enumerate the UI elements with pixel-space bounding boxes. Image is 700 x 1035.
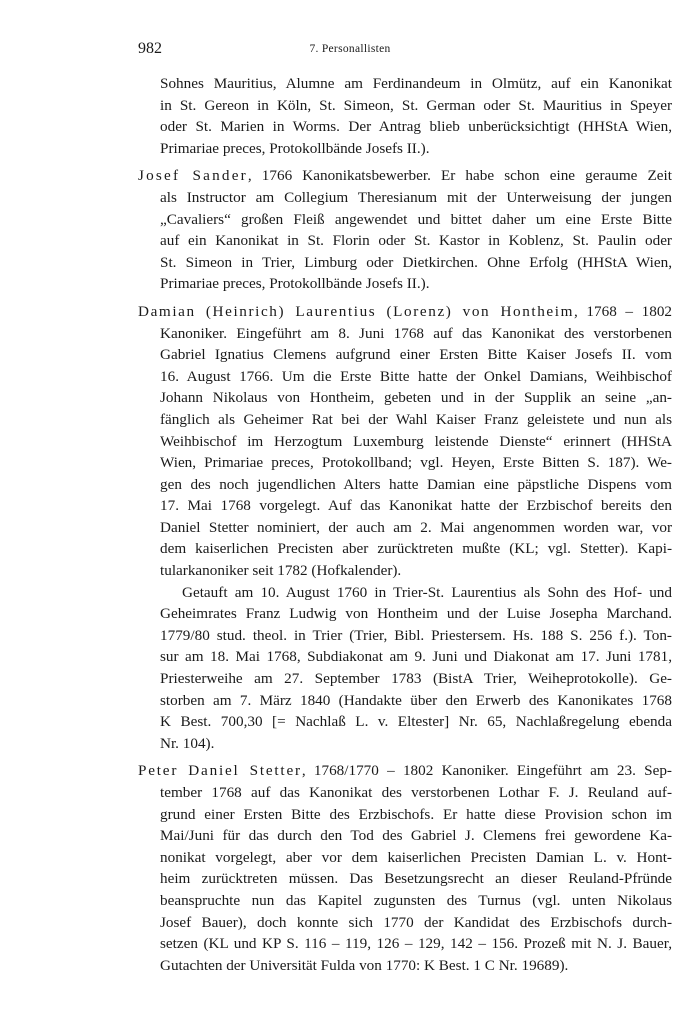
text-line: 16. August 1766. Um die Erste Bitte hatte der Onkel Damians, Weihbischof: [160, 367, 672, 385]
text-line: Geheimrates Franz Ludwig von Hontheim und der Luise Josepha Marchand.: [160, 605, 672, 623]
entry-continuation: [138, 73, 672, 159]
text-line: Josef Bauer), doch konnte sich 1770 der Kandidat des Erzbischofs durch-: [160, 913, 672, 931]
text-block: [138, 73, 672, 976]
text-line: Sohnes Mauritius, Alumne am Ferdinandeum in Olmütz, auf ein Kanonikat: [160, 75, 672, 92]
entry-josef-sander: [138, 165, 672, 295]
text-line: dem kaiserlichen Precisten aber zurücktreten mußte (KL; vgl. Stetter). Kapi-: [160, 540, 672, 558]
entry-first-line: [138, 165, 672, 187]
text-line: K Best. 700,30 [= Nachlaß L. v. Eltester] Nr. 65, Nachlaßregelung ebenda: [160, 713, 672, 731]
entry-body: [138, 187, 672, 295]
text-line: fänglich als Geheimer Rat bei der Wahl Kaiser Franz geleistete und nun als: [160, 410, 672, 428]
entry-first-line: [138, 760, 672, 782]
text-line: tember 1768 auf das Kanonikat des verstorbenen Lothar F. J. Reuland auf-: [160, 784, 672, 801]
entry-body-paragraph-2: [138, 582, 672, 755]
page-number: 982: [138, 40, 162, 57]
entry-damian-hontheim: [138, 301, 672, 754]
entry-peter-daniel-stetter: [138, 760, 672, 976]
text-line: 17. Mai 1768 vorgelegt. Auf das Kanonikat hatte der Erzbischof bereits den: [160, 497, 672, 515]
text-line: Primariae preces, Protokollbände Josefs II.).: [160, 139, 430, 157]
person-name: Peter Daniel Stetter: [138, 762, 302, 780]
text-line: als Instructor am Collegium Theresianum mit der Unterweisung der jungen: [160, 188, 672, 206]
text-line: tularkanoniker seit 1782 (Hofkalender).: [160, 562, 402, 580]
text-line: oder St. Marien in Worms. Der Antrag blieb unberücksichtigt (HHStA Wien,: [160, 118, 672, 136]
text-line: „Cavaliers“ großen Fleiß angewendet und bittet daher um eine Erste Bitte: [160, 210, 672, 228]
text-line: Daniel Stetter nominiert, der auch am 2. Mai angenommen worden war, vor: [160, 518, 672, 536]
text-line: in St. Gereon in Köln, St. Simeon, St. German oder St. Mauritius in Speyer: [160, 96, 672, 114]
text-line: storben am 7. März 1840 (Handakte über den Erwerb des Kanonikates 1768: [160, 691, 672, 709]
text-line: nonikat vorgelegt, aber vor dem kaiserlichen Precisten Damian L. v. Hont-: [160, 848, 672, 866]
text-line: sur am 18. Mai 1768, Subdiakonat am 9. Juni und Diakonat am 17. Juni 1781,: [160, 648, 672, 666]
entry-heading-text: , 1768 – 1802: [574, 302, 673, 320]
text-line: St. Simeon in Trier, Limburg oder Dietkirchen. Ohne Erfolg (HHStA Wien,: [160, 253, 672, 271]
text-line: auf ein Kanonikat in St. Florin oder St. Kastor in Koblenz, St. Paulin oder: [160, 232, 672, 250]
person-name: Damian (Heinrich) Laurentius (Lorenz) von Hontheim: [138, 302, 575, 320]
text-line: grund einer Ersten Bitte des Erzbischofs. Er hatte diese Provision schon im: [160, 805, 672, 823]
entry-heading-text: , 1766 Kanonikatsbewerber. Er habe schon eine geraume Zeit: [247, 167, 672, 185]
text-line: Nr. 104).: [160, 734, 215, 752]
text-line: Getauft am 10. August 1760 in Trier-St. Laurentius als Sohn des Hof- und: [182, 583, 672, 601]
text-line: Wien, Primariae preces, Protokollband; vgl. Heyen, Erste Bitten S. 187). We-: [160, 454, 672, 472]
text-line: Priesterweihe am 27. September 1783 (BistA Trier, Weiheprotokolle). Ge-: [160, 670, 672, 688]
text-line: Kanoniker. Eingeführt am 8. Juni 1768 auf das Kanonikat des verstorbenen: [160, 324, 672, 342]
text-line: Primariae preces, Protokollbände Josefs II.).: [160, 275, 430, 293]
text-line: 1779/80 stud. theol. in Trier (Trier, Bibl. Priestersem. Hs. 188 S. 256 f.). Ton-: [160, 626, 672, 644]
text-line: heim zurücktreten müssen. Das Besetzungsrecht an dieser Reuland-Pfründe: [160, 870, 672, 888]
entry-body: [138, 323, 672, 582]
text-line: Weihbischof im Herzogtum Luxemburg leistende Dienste“ erinnert (HHStA: [160, 432, 672, 450]
running-head: 7. Personallisten: [309, 43, 391, 55]
text-line: gen des noch jugendlichen Alters hatte Damian eine päpstliche Dispens vom: [160, 475, 672, 493]
person-name: Josef Sander: [138, 167, 248, 185]
text-line: beanspruchte nun das Kapitel zugunsten des Turnus (vgl. unten Nikolaus: [160, 891, 672, 909]
entry-heading-text: , 1768/1770 – 1802 Kanoniker. Eingeführt am 23. Sep-: [301, 762, 672, 780]
text-line: Johann Nikolaus von Hontheim, gebeten und in der Supplik an seine „an-: [160, 389, 672, 407]
entry-body: [138, 782, 672, 976]
text-line: Gutachten der Universität Fulda von 1770: K Best. 1 C Nr. 19689).: [160, 956, 569, 974]
text-line: Mai/Juni für das durch den Tod des Gabriel J. Clemens frei gewordene Ka-: [160, 827, 672, 845]
entry-first-line: [138, 301, 672, 323]
text-line: setzen (KL und KP S. 116 – 119, 126 – 129, 142 – 156. Prozeß mit N. J. Bauer,: [160, 935, 672, 953]
text-line: Gabriel Ignatius Clemens aufgrund einer Ersten Bitte Kaiser Josefs II. vom: [160, 346, 672, 364]
